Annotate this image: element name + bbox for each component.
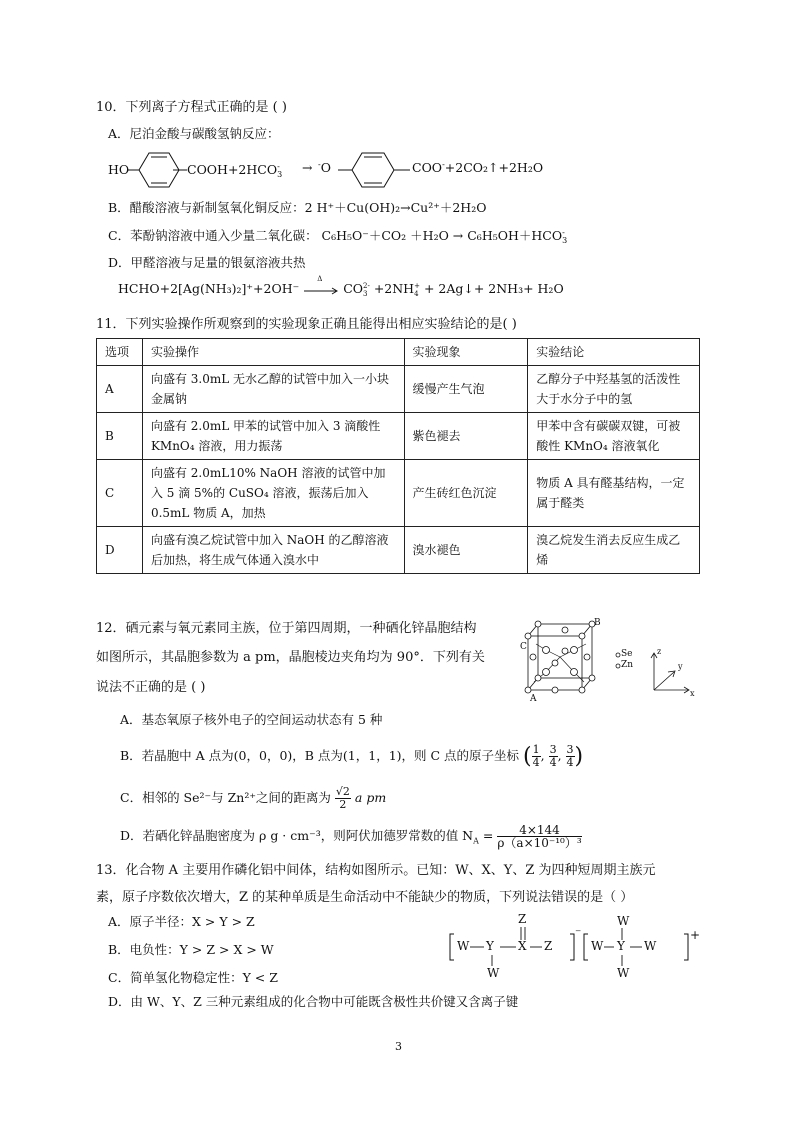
cation-charge: + (690, 928, 701, 942)
legend-se: Se (621, 649, 633, 659)
compound-a-structure (446, 910, 701, 980)
q12-option-a: A．基态氧原子核外电子的空间运动状态有 5 种 (120, 712, 383, 727)
q13-option-d: D．由 W、Y、Z 三种元素组成的化合物中可能既含极性共价键又含离子键 (108, 994, 519, 1009)
q12-option-c: C．相邻的 Se²⁻与 Zn²⁺之间的距离为 $\frac{√2}{2}$ a pm (120, 785, 387, 811)
table-cell: 物质 A 具有醛基结构，一定属于醛类 (528, 460, 700, 527)
table-cell: 溴水褪色 (404, 527, 528, 574)
q10-option-a-label: A．尼泊金酸与碳酸氢钠反应： (108, 126, 280, 141)
cell-label-a: A (530, 694, 537, 704)
q10-option-c: C．苯酚钠溶液中通入少量二氧化碳： C₆H₅O⁻＋CO₂ ＋H₂O → C₆H₅OH＋HCO - 3 (108, 227, 568, 245)
experiment-table (96, 338, 700, 574)
atom-w-left: W (591, 939, 604, 953)
benzene-ring-right (338, 150, 410, 190)
table-row (97, 413, 700, 460)
table-cell: D (97, 527, 143, 574)
table-header-cell: 实验操作 (142, 339, 404, 366)
cell-label-b: B (594, 618, 601, 628)
q10-a-eq-right: COO-+2CO₂↑+2H₂O (412, 160, 544, 176)
heat-arrow: Δ (303, 283, 339, 297)
table-header-cell: 选项 (97, 339, 143, 366)
table-header-cell: 实验结论 (528, 339, 700, 366)
legend-zn: Zn (621, 660, 634, 670)
table-cell: 缓慢产生气泡 (404, 366, 528, 413)
atom-w-top: W (617, 914, 630, 928)
axis-x-label: x (690, 689, 695, 698)
q11-stem: 11．下列实验操作所观察到的实验现象正确且能得出相应实验结论的是( ) (96, 317, 517, 332)
atom-y: Y (486, 939, 494, 953)
znse-unit-cell-figure (512, 616, 702, 708)
table-cell: 产生砖红色沉淀 (404, 460, 528, 527)
page-number: 3 (395, 1040, 402, 1053)
q12-option-d: D．若硒化锌晶胞密度为 ρ g · cm⁻³，则阿伏加德罗常数的值 $N_A$ = $\frac{4\times 144}{\text{ρ（a×10⁻¹⁰）³}}$ (120, 823, 582, 850)
table-cell: C (97, 460, 143, 527)
anion-charge: ⁻ (575, 926, 582, 940)
table-cell: 向盛有 3.0mL 无水乙醇的试管中加入一小块金属钠 (142, 366, 404, 413)
table-cell: A (97, 366, 143, 413)
q13-option-a: A．原子半径：X > Y > Z (108, 914, 255, 929)
atom-z-top: Z (518, 912, 527, 926)
benzene-ring-left (127, 150, 187, 190)
q13-line2: 素，原子序数依次增大，Z 的某种单质是生命活动中不能缺少的物质，下列说法错误的是（ ） (96, 890, 634, 905)
table-cell: 向盛有溴乙烷试管中加入 NaOH 的乙醇溶液后加热，将生成气体通入溴水中 (142, 527, 404, 574)
atom-w-right: W (644, 939, 657, 953)
table-cell: 乙醇分子中羟基氢的活泼性大于水分子中的氢 (528, 366, 700, 413)
atom-x: X (518, 939, 527, 953)
atom-z: Z (544, 939, 553, 953)
q10-option-b: B．醋酸溶液与新制氢氧化铜反应：2 H⁺＋Cu(OH)₂→Cu²⁺＋2H₂O (108, 200, 487, 215)
q12-line2: 如图所示，其晶胞参数为 a pm，晶胞棱边夹角均为 90°．下列有关 (96, 650, 485, 665)
reaction-arrow: → (302, 160, 313, 175)
table-cell: 甲苯中含有碳碳双键，可被酸性 KMnO₄ 溶液氧化 (528, 413, 700, 460)
atom-w-bottom-cation: W (617, 966, 630, 980)
q10-a-eq-ho: HO (108, 162, 130, 177)
table-cell: 溴乙烷发生消去反应生成乙烯 (528, 527, 700, 574)
atom-y-center: Y (617, 939, 625, 953)
q12-line1: 12．硒元素与氧元素同主族，位于第四周期，一种硒化锌晶胞结构 (96, 621, 477, 636)
axis-z-label: z (657, 647, 662, 656)
q13-option-b: B．电负性：Y > Z > X > W (108, 942, 274, 957)
q12-line3: 说法不正确的是 ( ) (96, 680, 206, 695)
q10-a-eq-mid: -O (318, 160, 331, 176)
table-header-row (97, 339, 700, 366)
q12-option-b: B．若晶胞中 A 点为(0，0，0)，B 点为(1，1，1)，则 C 点的原子坐标 ( $\frac{1}{4}$ , $\frac{3}{4}$ , $\frac{3}{4}$ ) (120, 743, 584, 769)
table-cell: B (97, 413, 143, 460)
table-row (97, 366, 700, 413)
table-cell: 紫色褪去 (404, 413, 528, 460)
q10-d-equation: HCHO+2[Ag(NH₃)₂]⁺+2OH⁻ Δ CO 2- 3 +2NH + 4 + 2Ag↓+ 2NH₃+ H₂O (118, 274, 564, 298)
q10-stem: 10．下列离子方程式正确的是 ( ) (96, 100, 287, 115)
table-cell: 向盛有 2.0mL10% NaOH 溶液的试管中加入 5 滴 5%的 CuSO₄ 溶液，振荡后加入 0.5mL 物质 A，加热 (142, 460, 404, 527)
q10-a-eq-left: COOH+2HCO - 3 (187, 161, 283, 179)
q13-option-c: C．简单氢化物稳定性：Y < Z (108, 970, 278, 985)
atom-w-bottom: W (487, 966, 500, 980)
axis-y-label: y (678, 662, 683, 671)
table-header-cell: 实验现象 (404, 339, 528, 366)
q10-option-d: D．甲醛溶液与足量的银氨溶液共热 (108, 255, 306, 270)
table-row (97, 460, 700, 527)
cell-label-c: C (520, 642, 527, 652)
table-row (97, 527, 700, 574)
table-cell: 向盛有 2.0mL 甲苯的试管中加入 3 滴酸性 KMnO₄ 溶液，用力振荡 (142, 413, 404, 460)
q13-line1: 13．化合物 A 主要用作磷化铝中间体，结构如图所示。已知：W、X、Y、Z 为四种短周期主族元 (96, 863, 656, 878)
atom-w: W (457, 939, 470, 953)
